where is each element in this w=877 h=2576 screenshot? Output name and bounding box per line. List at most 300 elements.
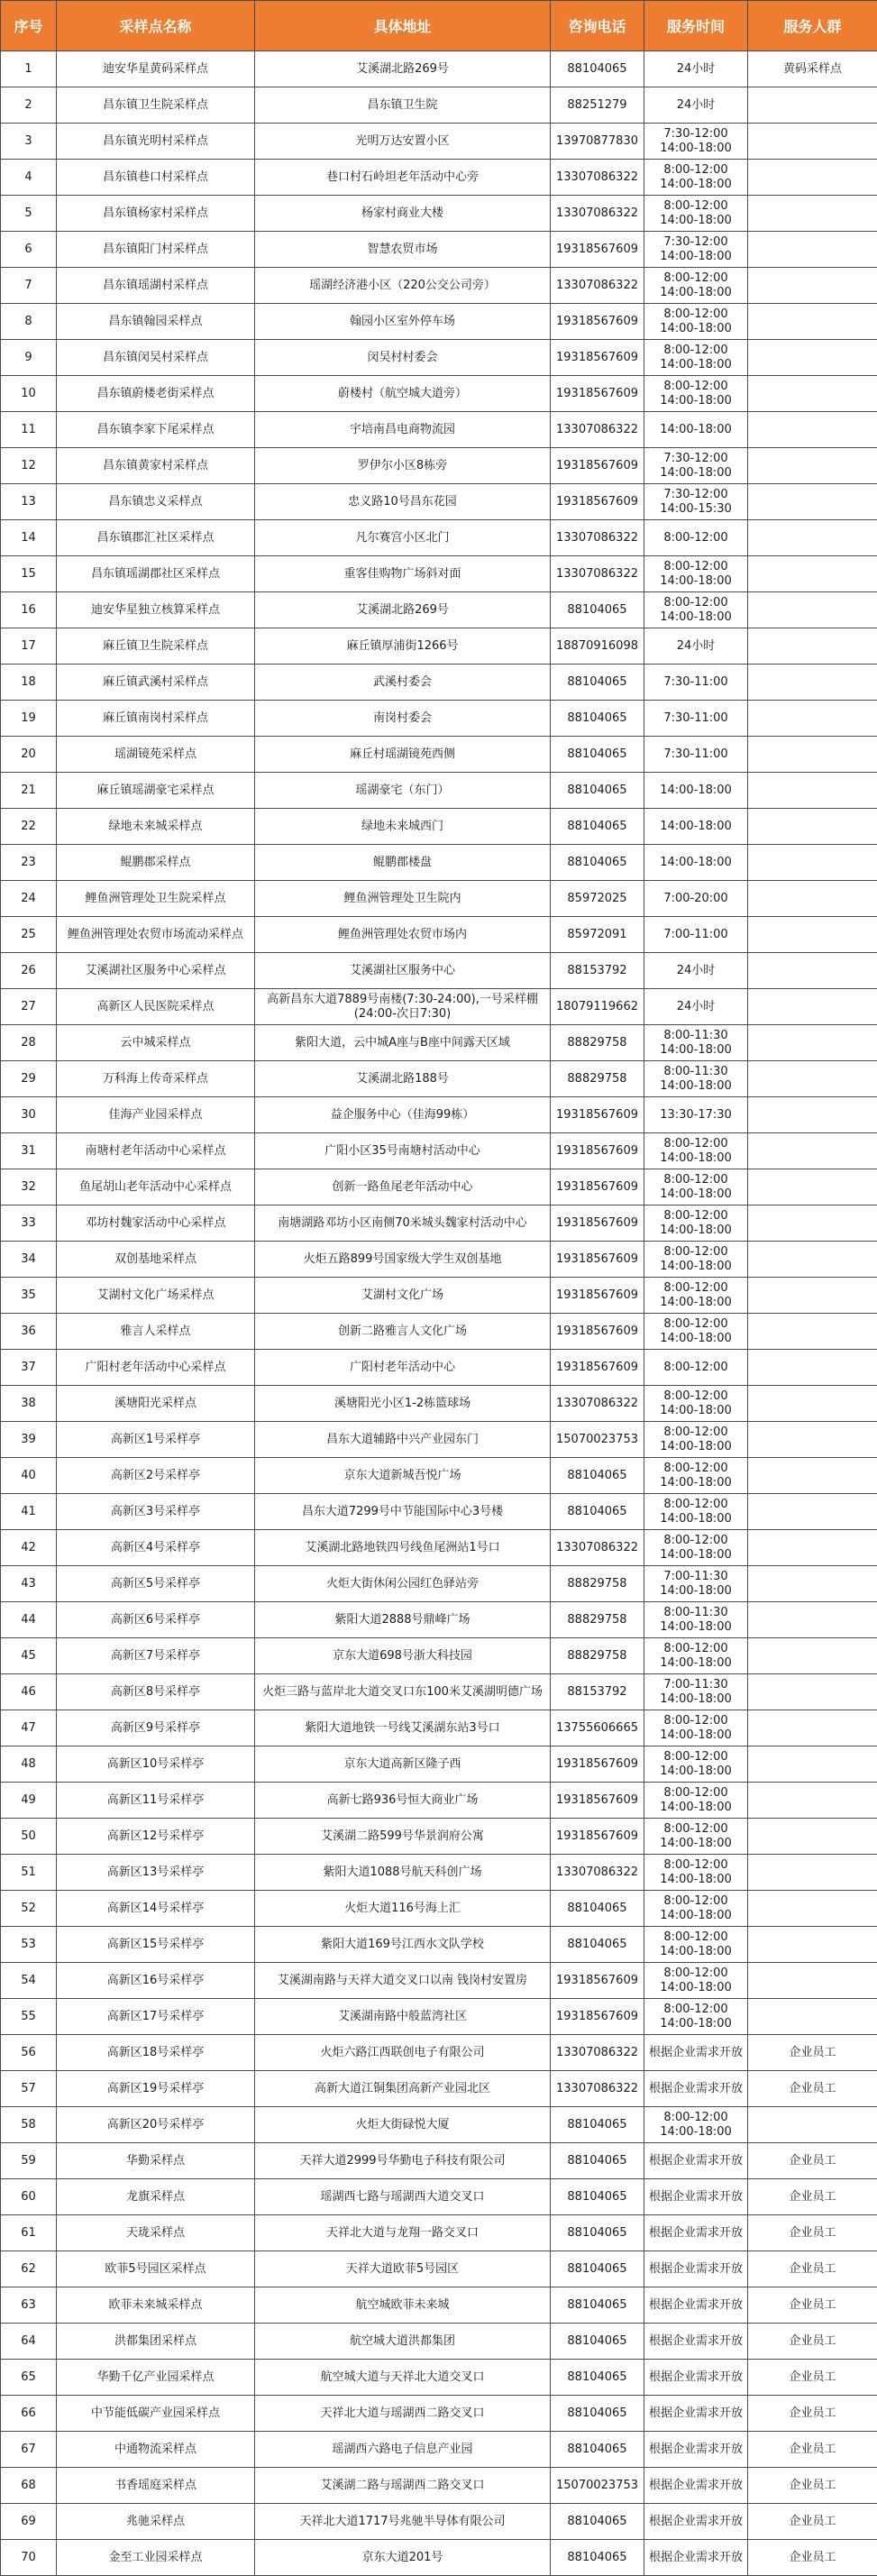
phone-cell: 88104065 xyxy=(551,845,644,881)
table-row xyxy=(1,232,877,268)
table-row xyxy=(1,1999,877,2035)
target-group-cell xyxy=(748,1494,877,1530)
table-row xyxy=(1,1638,877,1674)
phone-cell: 88104065 xyxy=(551,592,644,628)
target-group-cell xyxy=(748,917,877,953)
site-name-cell: 佳海产业园采样点 xyxy=(57,1097,255,1133)
service-hours-cell: 24小时 xyxy=(644,51,748,87)
row-number-cell: 33 xyxy=(1,1205,57,1242)
address-cell: 昌东镇卫生院 xyxy=(255,87,551,124)
table-row xyxy=(1,51,877,87)
service-hours-cell: 根据企业需求开放 xyxy=(644,2432,748,2468)
target-group-cell xyxy=(748,665,877,701)
table-row xyxy=(1,1530,877,1566)
row-number-cell: 2 xyxy=(1,87,57,124)
address-cell: 高新大道江铜集团高新产业园北区 xyxy=(255,2071,551,2107)
table-row xyxy=(1,1242,877,1278)
target-group-cell: 企业员工 xyxy=(748,2143,877,2179)
target-group-cell xyxy=(748,1422,877,1458)
table-row xyxy=(1,1278,877,1314)
service-hours-cell: 8:00-12:00 14:00-18:00 xyxy=(644,1638,748,1674)
site-name-cell: 双创基地采样点 xyxy=(57,1242,255,1278)
table-row xyxy=(1,1350,877,1386)
phone-cell: 88104065 xyxy=(551,2396,644,2432)
target-group-cell xyxy=(748,520,877,556)
site-name-cell: 高新区3号采样亭 xyxy=(57,1494,255,1530)
address-cell: 艾溪湖南路与天祥大道交叉口以南 钱岗村安置房 xyxy=(255,1963,551,1999)
table-row xyxy=(1,2143,877,2179)
row-number-cell: 50 xyxy=(1,1819,57,1855)
target-group-cell xyxy=(748,304,877,340)
table-row xyxy=(1,592,877,628)
service-hours-cell: 14:00-18:00 xyxy=(644,412,748,448)
site-name-cell: 昌东镇巷口村采样点 xyxy=(57,160,255,196)
table-row xyxy=(1,1133,877,1169)
service-hours-cell: 8:00-11:30 14:00-18:00 xyxy=(644,1025,748,1061)
row-number-cell: 37 xyxy=(1,1350,57,1386)
site-name-cell: 麻丘镇武溪村采样点 xyxy=(57,665,255,701)
site-name-cell: 洪都集团采样点 xyxy=(57,2324,255,2360)
address-cell: 巷口村石岭坦老年活动中心旁 xyxy=(255,160,551,196)
address-cell: 艾溪湖南路中般蓝湾社区 xyxy=(255,1999,551,2035)
service-hours-cell: 8:00-12:00 14:00-18:00 xyxy=(644,160,748,196)
table-row xyxy=(1,1097,877,1133)
table-row xyxy=(1,2251,877,2287)
phone-cell: 13307086322 xyxy=(551,160,644,196)
service-hours-cell: 7:30-12:00 14:00-18:00 xyxy=(644,232,748,268)
address-cell: 罗伊尔小区8栋旁 xyxy=(255,448,551,484)
row-number-cell: 26 xyxy=(1,953,57,989)
address-cell: 火炬大街碌悦大厦 xyxy=(255,2107,551,2143)
address-cell: 创新一路鱼尾老年活动中心 xyxy=(255,1169,551,1205)
site-name-cell: 昌东镇忠义采样点 xyxy=(57,484,255,520)
phone-cell: 13307086322 xyxy=(551,412,644,448)
service-hours-cell: 8:00-12:00 14:00-18:00 xyxy=(644,1314,748,1350)
service-hours-cell: 根据企业需求开放 xyxy=(644,2251,748,2287)
site-name-cell: 高新区1号采样亭 xyxy=(57,1422,255,1458)
address-cell: 忠义路10号昌东花园 xyxy=(255,484,551,520)
phone-cell: 19318567609 xyxy=(551,1819,644,1855)
table-row xyxy=(1,2035,877,2071)
target-group-cell xyxy=(748,1999,877,2035)
site-name-cell: 雅言人采样点 xyxy=(57,1314,255,1350)
row-number-cell: 30 xyxy=(1,1097,57,1133)
service-hours-cell: 根据企业需求开放 xyxy=(644,2071,748,2107)
address-cell: 凡尔赛宫小区北门 xyxy=(255,520,551,556)
service-hours-cell: 8:00-12:00 xyxy=(644,520,748,556)
service-hours-cell: 7:30-12:00 14:00-18:00 xyxy=(644,124,748,160)
address-cell: 火炬六路江西联创电子有限公司 xyxy=(255,2035,551,2071)
site-name-cell: 中节能低碳产业园采样点 xyxy=(57,2396,255,2432)
service-hours-cell: 8:00-12:00 14:00-18:00 xyxy=(644,1133,748,1169)
site-name-cell: 书香瑶庭采样点 xyxy=(57,2468,255,2504)
address-cell: 宇培南昌电商物流园 xyxy=(255,412,551,448)
address-cell: 杨家村商业大楼 xyxy=(255,196,551,232)
phone-cell: 19318567609 xyxy=(551,1963,644,1999)
row-number-cell: 59 xyxy=(1,2143,57,2179)
target-group-cell xyxy=(748,1674,877,1710)
service-hours-cell: 8:00-12:00 14:00-18:00 xyxy=(644,1205,748,1242)
target-group-cell xyxy=(748,1025,877,1061)
table-row xyxy=(1,628,877,665)
address-cell: 紫阳大道1088号航天科创广场 xyxy=(255,1855,551,1891)
service-hours-cell: 14:00-18:00 xyxy=(644,773,748,809)
table-row xyxy=(1,2468,877,2504)
phone-cell: 13307086322 xyxy=(551,1855,644,1891)
site-name-cell: 绿地未来城采样点 xyxy=(57,809,255,845)
target-group-cell xyxy=(748,1278,877,1314)
site-name-cell: 迪安华星独立核算采样点 xyxy=(57,592,255,628)
row-number-cell: 21 xyxy=(1,773,57,809)
table-row xyxy=(1,124,877,160)
phone-cell: 15070023753 xyxy=(551,1422,644,1458)
site-name-cell: 金至工业园采样点 xyxy=(57,2540,255,2576)
row-number-cell: 41 xyxy=(1,1494,57,1530)
site-name-cell: 昌东镇黄家村采样点 xyxy=(57,448,255,484)
table-row xyxy=(1,376,877,412)
address-cell: 智慧农贸市场 xyxy=(255,232,551,268)
row-number-cell: 38 xyxy=(1,1386,57,1422)
address-cell: 翰园小区室外停车场 xyxy=(255,304,551,340)
row-number-cell: 66 xyxy=(1,2396,57,2432)
row-number-cell: 35 xyxy=(1,1278,57,1314)
target-group-cell xyxy=(748,1746,877,1783)
target-group-cell: 企业员工 xyxy=(748,2179,877,2215)
service-hours-cell: 14:00-18:00 xyxy=(644,845,748,881)
site-name-cell: 高新区12号采样亭 xyxy=(57,1819,255,1855)
site-name-cell: 龙旗采样点 xyxy=(57,2179,255,2215)
site-name-cell: 高新区17号采样亭 xyxy=(57,1999,255,2035)
site-name-cell: 高新区2号采样亭 xyxy=(57,1458,255,1494)
table-row xyxy=(1,1819,877,1855)
phone-cell: 88104065 xyxy=(551,1494,644,1530)
address-cell: 益企服务中心（佳海99栋） xyxy=(255,1097,551,1133)
target-group-cell xyxy=(748,1386,877,1422)
phone-cell: 88104065 xyxy=(551,2432,644,2468)
address-cell: 紫阳大道地铁一号线艾溪湖东站3号口 xyxy=(255,1710,551,1746)
row-number-cell: 18 xyxy=(1,665,57,701)
address-cell: 京东大道新城吾悦广场 xyxy=(255,1458,551,1494)
row-number-cell: 40 xyxy=(1,1458,57,1494)
phone-cell: 88829758 xyxy=(551,1061,644,1097)
table-row xyxy=(1,809,877,845)
header-index: 序号 xyxy=(1,1,57,51)
service-hours-cell: 24小时 xyxy=(644,628,748,665)
table-row xyxy=(1,304,877,340)
target-group-cell xyxy=(748,592,877,628)
phone-cell: 13755606665 xyxy=(551,1710,644,1746)
site-name-cell: 昌东镇闵吴村采样点 xyxy=(57,340,255,376)
row-number-cell: 14 xyxy=(1,520,57,556)
target-group-cell xyxy=(748,1169,877,1205)
table-row xyxy=(1,1602,877,1638)
target-group-cell xyxy=(748,1855,877,1891)
address-cell: 瑶湖西六路电子信息产业园 xyxy=(255,2432,551,2468)
service-hours-cell: 8:00-12:00 14:00-18:00 xyxy=(644,592,748,628)
address-cell: 昌东大道辅路中兴产业园东门 xyxy=(255,1422,551,1458)
phone-cell: 88104065 xyxy=(551,2215,644,2251)
table-row xyxy=(1,2360,877,2396)
phone-cell: 13307086322 xyxy=(551,1530,644,1566)
table-row xyxy=(1,1205,877,1242)
row-number-cell: 58 xyxy=(1,2107,57,2143)
site-name-cell: 鲤鱼洲管理处卫生院采样点 xyxy=(57,881,255,917)
phone-cell: 13307086322 xyxy=(551,1386,644,1422)
table-row xyxy=(1,701,877,737)
row-number-cell: 36 xyxy=(1,1314,57,1350)
table-row xyxy=(1,2324,877,2360)
phone-cell: 88104065 xyxy=(551,2143,644,2179)
row-number-cell: 60 xyxy=(1,2179,57,2215)
row-number-cell: 48 xyxy=(1,1746,57,1783)
address-cell: 航空城欧菲未来城 xyxy=(255,2287,551,2324)
row-number-cell: 16 xyxy=(1,592,57,628)
row-number-cell: 47 xyxy=(1,1710,57,1746)
service-hours-cell: 8:00-12:00 14:00-18:00 xyxy=(644,1169,748,1205)
site-name-cell: 昌东镇翰园采样点 xyxy=(57,304,255,340)
phone-cell: 13307086322 xyxy=(551,2071,644,2107)
target-group-cell xyxy=(748,1963,877,1999)
phone-cell: 88104065 xyxy=(551,737,644,773)
header-service-hours: 服务时间 xyxy=(644,1,748,51)
site-name-cell: 南塘村老年活动中心采样点 xyxy=(57,1133,255,1169)
row-number-cell: 67 xyxy=(1,2432,57,2468)
phone-cell: 13307086322 xyxy=(551,196,644,232)
address-cell: 艾溪湖社区服务中心 xyxy=(255,953,551,989)
service-hours-cell: 13:30-17:30 xyxy=(644,1097,748,1133)
target-group-cell xyxy=(748,1566,877,1602)
site-name-cell: 兆驰采样点 xyxy=(57,2504,255,2540)
address-cell: 火炬三路与蓝岸北大道交叉口东100米艾溪湖明德广场 xyxy=(255,1674,551,1710)
row-number-cell: 44 xyxy=(1,1602,57,1638)
phone-cell: 88251279 xyxy=(551,87,644,124)
address-cell: 紫阳大道，云中城A座与B座中间露天区域 xyxy=(255,1025,551,1061)
phone-cell: 19318567609 xyxy=(551,1314,644,1350)
row-number-cell: 24 xyxy=(1,881,57,917)
target-group-cell xyxy=(748,340,877,376)
phone-cell: 88829758 xyxy=(551,1602,644,1638)
table-row xyxy=(1,665,877,701)
service-hours-cell: 根据企业需求开放 xyxy=(644,2179,748,2215)
address-cell: 闵吴村村委会 xyxy=(255,340,551,376)
row-number-cell: 46 xyxy=(1,1674,57,1710)
table-row xyxy=(1,845,877,881)
row-number-cell: 43 xyxy=(1,1566,57,1602)
target-group-cell xyxy=(748,1458,877,1494)
address-cell: 鲤鱼洲管理处卫生院内 xyxy=(255,881,551,917)
site-name-cell: 高新区18号采样亭 xyxy=(57,2035,255,2071)
site-name-cell: 华勤采样点 xyxy=(57,2143,255,2179)
row-number-cell: 51 xyxy=(1,1855,57,1891)
table-row xyxy=(1,1386,877,1422)
site-name-cell: 高新区9号采样亭 xyxy=(57,1710,255,1746)
phone-cell: 88104065 xyxy=(551,2324,644,2360)
target-group-cell xyxy=(748,1819,877,1855)
target-group-cell: 企业员工 xyxy=(748,2504,877,2540)
service-hours-cell: 8:00-12:00 14:00-18:00 xyxy=(644,1458,748,1494)
site-name-cell: 高新区16号采样亭 xyxy=(57,1963,255,1999)
service-hours-cell: 8:00-12:00 14:00-18:00 xyxy=(644,1819,748,1855)
service-hours-cell: 8:00-12:00 14:00-18:00 xyxy=(644,1422,748,1458)
service-hours-cell: 7:30-11:00 xyxy=(644,737,748,773)
target-group-cell xyxy=(748,1638,877,1674)
address-cell: 溪塘阳光小区1-2栋篮球场 xyxy=(255,1386,551,1422)
site-name-cell: 邓坊村魏家活动中心采样点 xyxy=(57,1205,255,1242)
table-row xyxy=(1,1458,877,1494)
target-group-cell: 企业员工 xyxy=(748,2215,877,2251)
table-row xyxy=(1,2107,877,2143)
table-row xyxy=(1,1927,877,1963)
target-group-cell xyxy=(748,484,877,520)
table-row xyxy=(1,1891,877,1927)
site-name-cell: 高新区4号采样亭 xyxy=(57,1530,255,1566)
service-hours-cell: 8:00-11:30 14:00-18:00 xyxy=(644,1061,748,1097)
service-hours-cell: 根据企业需求开放 xyxy=(644,2324,748,2360)
address-cell: 航空城大道与天祥北大道交叉口 xyxy=(255,2360,551,2396)
table-row xyxy=(1,484,877,520)
target-group-cell xyxy=(748,809,877,845)
service-hours-cell: 根据企业需求开放 xyxy=(644,2287,748,2324)
site-name-cell: 高新区人民医院采样点 xyxy=(57,989,255,1025)
service-hours-cell: 24小时 xyxy=(644,87,748,124)
row-number-cell: 17 xyxy=(1,628,57,665)
service-hours-cell: 8:00-12:00 14:00-18:00 xyxy=(644,1278,748,1314)
phone-cell: 19318567609 xyxy=(551,340,644,376)
target-group-cell: 企业员工 xyxy=(748,2251,877,2287)
header-phone: 咨询电话 xyxy=(551,1,644,51)
row-number-cell: 31 xyxy=(1,1133,57,1169)
target-group-cell xyxy=(748,232,877,268)
phone-cell: 19318567609 xyxy=(551,1097,644,1133)
site-name-cell: 昌东镇蔚楼老街采样点 xyxy=(57,376,255,412)
address-cell: 鲤鱼洲管理处农贸市场内 xyxy=(255,917,551,953)
phone-cell: 19318567609 xyxy=(551,1242,644,1278)
table-row xyxy=(1,2504,877,2540)
phone-cell: 88104065 xyxy=(551,2540,644,2576)
target-group-cell xyxy=(748,1350,877,1386)
table-row xyxy=(1,196,877,232)
address-cell: 瑶湖西七路与瑶湖西大道交叉口 xyxy=(255,2179,551,2215)
phone-cell: 19318567609 xyxy=(551,484,644,520)
address-cell: 天祥大道欧菲5号园区 xyxy=(255,2251,551,2287)
service-hours-cell: 8:00-12:00 xyxy=(644,1350,748,1386)
address-cell: 创新二路雅言人文化广场 xyxy=(255,1314,551,1350)
phone-cell: 85972091 xyxy=(551,917,644,953)
site-name-cell: 高新区6号采样亭 xyxy=(57,1602,255,1638)
site-name-cell: 艾溪湖社区服务中心采样点 xyxy=(57,953,255,989)
target-group-cell xyxy=(748,737,877,773)
service-hours-cell: 7:00-11:30 14:00-18:00 xyxy=(644,1674,748,1710)
phone-cell: 88153792 xyxy=(551,953,644,989)
site-name-cell: 高新区14号采样亭 xyxy=(57,1891,255,1927)
target-group-cell xyxy=(748,268,877,304)
service-hours-cell: 7:00-20:00 xyxy=(644,881,748,917)
target-group-cell xyxy=(748,1927,877,1963)
service-hours-cell: 8:00-12:00 14:00-18:00 xyxy=(644,1891,748,1927)
row-number-cell: 10 xyxy=(1,376,57,412)
address-cell: 南岗村委会 xyxy=(255,701,551,737)
table-row xyxy=(1,737,877,773)
table-row xyxy=(1,340,877,376)
phone-cell: 19318567609 xyxy=(551,1746,644,1783)
row-number-cell: 7 xyxy=(1,268,57,304)
target-group-cell: 企业员工 xyxy=(748,2324,877,2360)
row-number-cell: 22 xyxy=(1,809,57,845)
table-header xyxy=(1,1,877,51)
site-name-cell: 溪塘阳光采样点 xyxy=(57,1386,255,1422)
target-group-cell xyxy=(748,1205,877,1242)
service-hours-cell: 8:00-12:00 14:00-18:00 xyxy=(644,1746,748,1783)
row-number-cell: 28 xyxy=(1,1025,57,1061)
address-cell: 武溪村委会 xyxy=(255,665,551,701)
service-hours-cell: 7:00-11:00 xyxy=(644,917,748,953)
address-cell: 火炬五路899号国家级大学生双创基地 xyxy=(255,1242,551,1278)
service-hours-cell: 8:00-11:30 14:00-18:00 xyxy=(644,1602,748,1638)
target-group-cell xyxy=(748,953,877,989)
row-number-cell: 69 xyxy=(1,2504,57,2540)
site-name-cell: 鲲鹏郡采样点 xyxy=(57,845,255,881)
target-group-cell: 黄码采样点 xyxy=(748,51,877,87)
site-name-cell: 欧菲未来城采样点 xyxy=(57,2287,255,2324)
site-name-cell: 高新区20号采样亭 xyxy=(57,2107,255,2143)
site-name-cell: 高新区10号采样亭 xyxy=(57,1746,255,1783)
address-cell: 火炬大道116号海上汇 xyxy=(255,1891,551,1927)
target-group-cell: 企业员工 xyxy=(748,2287,877,2324)
row-number-cell: 53 xyxy=(1,1927,57,1963)
phone-cell: 19318567609 xyxy=(551,1278,644,1314)
row-number-cell: 45 xyxy=(1,1638,57,1674)
service-hours-cell: 根据企业需求开放 xyxy=(644,2468,748,2504)
site-name-cell: 高新区13号采样亭 xyxy=(57,1855,255,1891)
header-address: 具体地址 xyxy=(255,1,551,51)
service-hours-cell: 8:00-12:00 14:00-18:00 xyxy=(644,268,748,304)
phone-cell: 13307086322 xyxy=(551,556,644,592)
target-group-cell xyxy=(748,556,877,592)
service-hours-cell: 根据企业需求开放 xyxy=(644,2540,748,2576)
row-number-cell: 13 xyxy=(1,484,57,520)
site-name-cell: 高新区19号采样亭 xyxy=(57,2071,255,2107)
site-name-cell: 华勤千亿产业园采样点 xyxy=(57,2360,255,2396)
target-group-cell xyxy=(748,881,877,917)
row-number-cell: 5 xyxy=(1,196,57,232)
address-cell: 麻丘镇厚浦街1266号 xyxy=(255,628,551,665)
table-row xyxy=(1,989,877,1025)
table-row xyxy=(1,2215,877,2251)
target-group-cell: 企业员工 xyxy=(748,2396,877,2432)
phone-cell: 19318567609 xyxy=(551,304,644,340)
table-row xyxy=(1,2179,877,2215)
address-cell: 京东大道698号浙大科技园 xyxy=(255,1638,551,1674)
target-group-cell xyxy=(748,376,877,412)
service-hours-cell: 根据企业需求开放 xyxy=(644,2396,748,2432)
row-number-cell: 68 xyxy=(1,2468,57,2504)
service-hours-cell: 7:30-11:00 xyxy=(644,665,748,701)
address-cell: 紫阳大道2888号鼎峰广场 xyxy=(255,1602,551,1638)
phone-cell: 13307086322 xyxy=(551,268,644,304)
address-cell: 昌东大道7299号中节能国际中心3号楼 xyxy=(255,1494,551,1530)
row-number-cell: 27 xyxy=(1,989,57,1025)
phone-cell: 13970877830 xyxy=(551,124,644,160)
address-cell: 绿地未来城西门 xyxy=(255,809,551,845)
site-name-cell: 高新区8号采样亭 xyxy=(57,1674,255,1710)
address-cell: 天祥北大道与瑶湖西二路交叉口 xyxy=(255,2396,551,2432)
service-hours-cell: 根据企业需求开放 xyxy=(644,2215,748,2251)
address-cell: 广阳小区35号南塘村活动中心 xyxy=(255,1133,551,1169)
phone-cell: 19318567609 xyxy=(551,376,644,412)
site-name-cell: 昌东镇瑶湖郡社区采样点 xyxy=(57,556,255,592)
target-group-cell xyxy=(748,628,877,665)
phone-cell: 88829758 xyxy=(551,1025,644,1061)
